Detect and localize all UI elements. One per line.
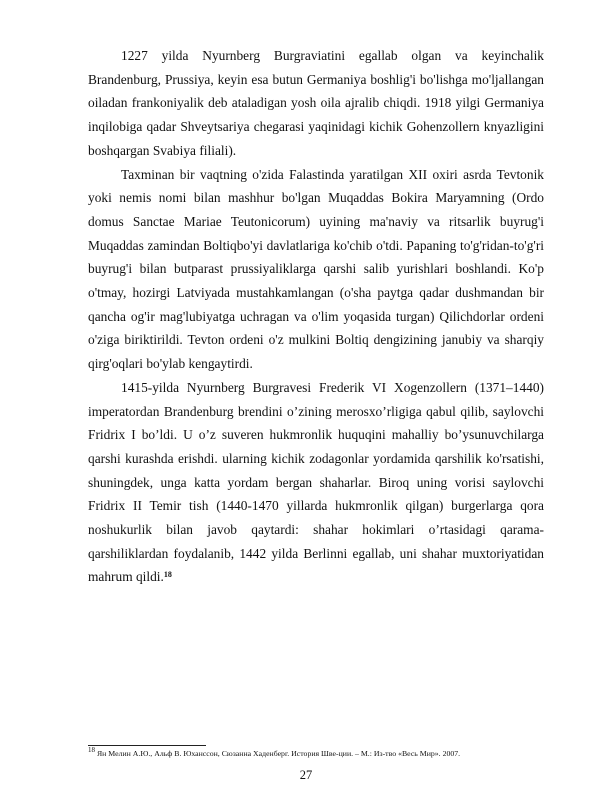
- footnote-number: 18: [88, 746, 95, 754]
- footnote: [88, 746, 558, 759]
- page-number: 27: [299, 768, 313, 782]
- paragraph-3-text: 1415-yilda Nyurnberg Burgravesi Frederik VI Xogenzollern (1371–1440) imperatordan Brandenburg brendini o’zining merosxo’rligiga qabul qilib, saylovchi Fridrix I bo’ldi. U o’z suveren hukmronlik huquqini mahalliy bo’ysunuvchilarga qarshi kurashda erishdi. ularning kichik zodagonlar yordamida qarshilik ko'rsatishi, shuningdek, unga katta yordam bergan shaharlar. Biroq uning vorisi saylovchi Fridrix II Temir tish (1440-1470 yillarda hukmronlik qilgan) burgerlarga qora noshukurlik bilan javob qaytardi: shahar hokimlari o’rtasidagi qarama-qarshiliklardan foydalanib, 1442 yilda Berlinni egallab, uni shahar muxtoriyatidan mahrum qildi.: [88, 379, 544, 585]
- paragraph-1: 1227 yilda Nyurnberg Burgraviatini egallab olgan va keyinchalik Brandenburg, Prussiya, keyin esa butun Germaniya boshlig'i bo'lishga mo'ljallangan oiladan frankoniyalik deb ataladigan yosh oila ajralib chiqdi. 1918 yilgi Germaniya inqilobiga qadar Shveytsariya chegarasi yaqinidagi kichik Gohenzollern knyazligini boshqargan Svabiya filiali).: [88, 48, 544, 158]
- paragraph-3: [88, 376, 544, 589]
- footnote-reference[interactable]: 18: [163, 570, 172, 580]
- footnote-text: Ян Мелин А.Ю., Альф В. Юханссон, Сюзанна Хаденберг. История Шве-ции. – М.: Из-тво «Весь Мир». 2007.: [96, 749, 461, 758]
- body-text: [88, 44, 544, 589]
- footnote-divider: [88, 745, 206, 746]
- paragraph-2: Taxminan bir vaqtning o'zida Falastinda yaratilgan XII oxiri asrda Tevtonik yoki nemis nomi bilan mashhur bo'lgan Muqaddas Bokira Maryamning (Ordo domus Sanctae Mariae Teutonicorum) uyining ma'naviy va ritsarlik buyrug'i Muqaddas zamindan Boltiqbo'yi davlatlariga ko'chib o'tdi. Papaning to'g'ridan-to'g'ri buyrug'i bilan butparast prussiyaliklarga qarshi salib yurishlari boshlandi. Ko'p o'tmay, hozirgi Latviyada mustahkamlangan (o'sha paytga qadar dushmandan bir qancha og'ir mag'lubiyatga uchragan va o'lim yoqasida turgan) Qilichdorlar ordeni o'ziga biriktirildi. Tevton ordeni o'z mulkini Boltiq dengizining janubiy va sharqiy qirg'oqlari bo'ylab kengaytirdi.: [88, 166, 544, 372]
